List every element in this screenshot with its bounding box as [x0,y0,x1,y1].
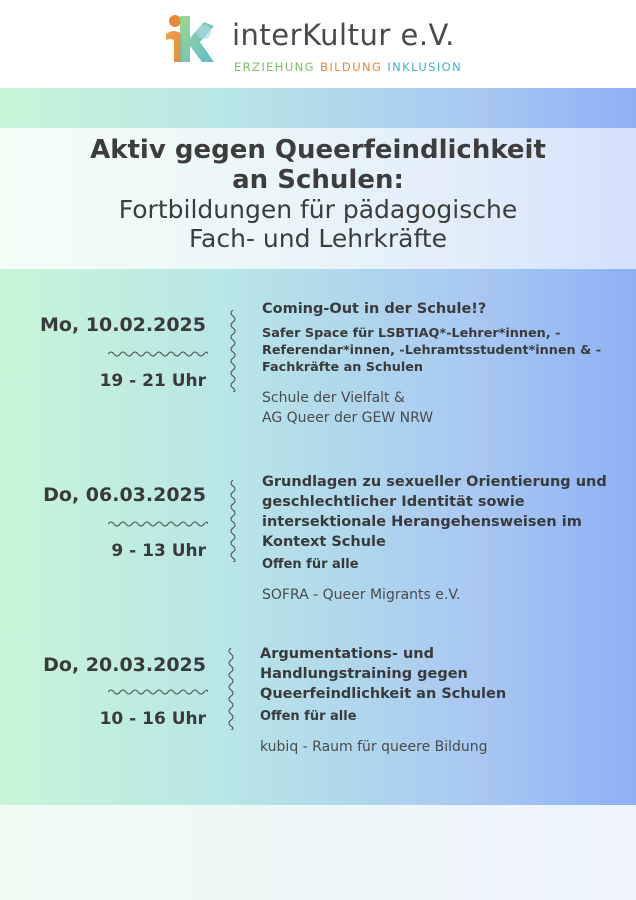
event-time: 9 - 13 Uhr [111,541,206,561]
tagline-word: INKLUSION [387,60,463,74]
brand-name: interKultur e.V. [232,18,455,52]
title-box [0,128,636,269]
page-subtitle-line: Fortbildungen für pädagogische [118,195,518,224]
event-audience: Offen für alle [260,709,357,724]
event-3 [0,630,636,780]
event-title: Coming-Out in der Schule!? [262,301,487,317]
page-subtitle-line: Fach- und Lehrkräfte [188,224,448,253]
organizer-line: SOFRA - Queer Migrants e.V. [262,587,461,603]
organizer-line: Schule der Vielfalt & [262,390,405,406]
organizer-line: kubiq - Raum für queere Bildung [260,739,488,755]
wave-divider-icon [108,687,208,697]
event-audience: Offen für alle [262,557,359,572]
event-1 [0,290,636,440]
event-organizer [262,585,607,605]
event-date: Do, 06.03.2025 [43,484,206,506]
event-details [260,644,570,757]
bottom-area [0,805,636,900]
event-title: Grundlagen zu sexueller Orientierung und geschlechtlicher Identität sowie intersektionale Herangehensweisen im Kontext Schule [262,474,607,550]
wave-separator-icon [228,310,238,392]
organizer-line: AG Queer der GEW NRW [262,410,434,426]
event-details [262,299,607,428]
event-organizer [262,388,607,428]
wave-divider-icon [108,519,208,529]
wave-divider-icon [108,349,208,359]
interkultur-logo-icon [160,12,216,66]
header [0,0,636,88]
event-time: 19 - 21 Uhr [99,371,206,391]
page-title-line: an Schulen: [232,165,404,195]
event-date: Do, 20.03.2025 [43,654,206,676]
wave-separator-icon [228,480,238,562]
event-organizer [260,737,570,757]
event-time: 10 - 16 Uhr [99,709,206,729]
tagline-word: ERZIEHUNG [234,60,315,74]
event-audience: Safer Space für LSBTIAQ*-Lehrer*innen, -Referendar*innen, -Lehramtsstudent*innen & -Fachkräfte an Schulen [262,326,602,375]
event-title: Argumentations- und Handlungstraining gegen Queerfeindlichkeit an Schulen [260,646,507,702]
page-title-line: Aktiv gegen Queerfeindlichkeit [90,135,546,165]
tagline-word: BILDUNG [320,60,383,74]
wave-separator-icon [226,648,236,730]
event-date: Mo, 10.02.2025 [40,314,206,336]
event-2 [0,460,636,620]
event-details [262,472,607,605]
brand-tagline [234,60,462,74]
